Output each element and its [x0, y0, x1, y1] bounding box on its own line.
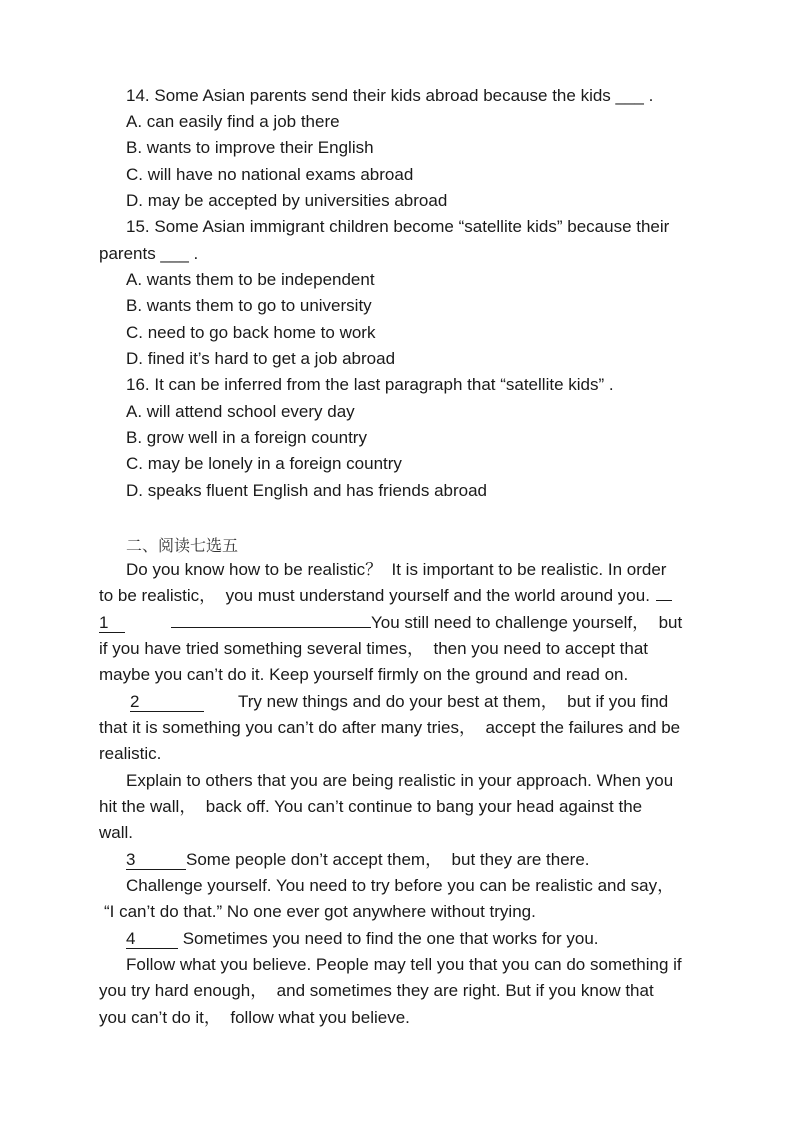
section-heading: 二、阅读七选五 — [126, 536, 239, 555]
question-14-option-d: D. may be accepted by universities abroad — [126, 191, 448, 210]
passage-p6-line2: “I can’t do that.” No one ever got anywhere without trying. — [104, 902, 536, 921]
question-15-stem-line1: 15. Some Asian immigrant children become “satellite kids” because their — [126, 217, 670, 236]
question-15-option-c: C. need to go back home to work — [126, 323, 376, 342]
passage-p2-line1: You still need to challenge yourself， but — [371, 613, 683, 632]
passage-p4-line1: Explain to others that you are being realistic in your approach. When you — [126, 771, 674, 790]
blank-4-line — [126, 929, 599, 949]
passage-p1-line1: Do you know how to be realistic？ It is important to be realistic. In order — [126, 560, 667, 579]
question-16-option-c: C. may be lonely in a foreign country — [126, 454, 402, 473]
blank-1-answer-line — [171, 627, 371, 628]
blank-1-underline-start — [656, 600, 672, 601]
passage-p4-line3: wall. — [99, 823, 134, 842]
passage-p7: Sometimes you need to find the one that works for you. — [178, 929, 599, 948]
blank-2-number: 2 — [130, 693, 204, 712]
question-16-option-b: B. grow well in a foreign country — [126, 428, 367, 447]
question-15-option-b: B. wants them to go to university — [126, 296, 372, 315]
passage-p5: Some people don’t accept them， but they are there. — [186, 850, 590, 869]
blank-4-number: 4 — [126, 930, 178, 949]
question-16-stem: 16. It can be inferred from the last paragraph that “satellite kids” . — [126, 375, 614, 394]
passage-p1-line2 — [99, 586, 672, 606]
passage-p3-line2: that it is something you can’t do after many tries， accept the failures and be — [99, 718, 681, 737]
question-15-stem-line2: parents ___ . — [99, 244, 199, 263]
passage-p1-line2-text: to be realistic， you must understand yourself and the world around you. — [99, 586, 650, 605]
passage-p3-line3: realistic. — [99, 744, 162, 763]
passage-p8-line3: you can’t do it， follow what you believe. — [99, 1008, 410, 1027]
question-14-option-b: B. wants to improve their English — [126, 138, 374, 157]
passage-p8-line1: Follow what you believe. People may tell you that you can do something if — [126, 955, 682, 974]
passage-p8-line2: you try hard enough， and sometimes they are right. But if you know that — [99, 981, 654, 1000]
passage-p2-line2: if you have tried something several times， then you need to accept that — [99, 639, 649, 658]
question-14-option-c: C. will have no national exams abroad — [126, 165, 414, 184]
question-15-option-d: D. fined it’s hard to get a job abroad — [126, 349, 396, 368]
blank-3-number: 3 — [126, 851, 186, 870]
question-14-option-a: A. can easily find a job there — [126, 112, 340, 131]
passage-p6-line1: Challenge yourself. You need to try before you can be realistic and say， — [126, 876, 675, 895]
blank-3-line — [126, 850, 590, 870]
blank-1-number: 1 — [99, 614, 125, 633]
question-14-stem: 14. Some Asian parents send their kids abroad because the kids ___ . — [126, 86, 654, 105]
passage-p4-line2: hit the wall， back off. You can’t continue to bang your head against the — [99, 797, 643, 816]
blank-1-line — [99, 613, 682, 633]
question-16-option-d: D. speaks fluent English and has friends abroad — [126, 481, 488, 500]
question-16-option-a: A. will attend school every day — [126, 402, 355, 421]
passage-p2-line3: maybe you can’t do it. Keep yourself firmly on the ground and read on. — [99, 665, 629, 684]
question-15-option-a: A. wants them to be independent — [126, 270, 375, 289]
passage-p3-line1: Try new things and do your best at them， but if you find — [238, 692, 669, 711]
blank-2-line — [130, 692, 668, 712]
